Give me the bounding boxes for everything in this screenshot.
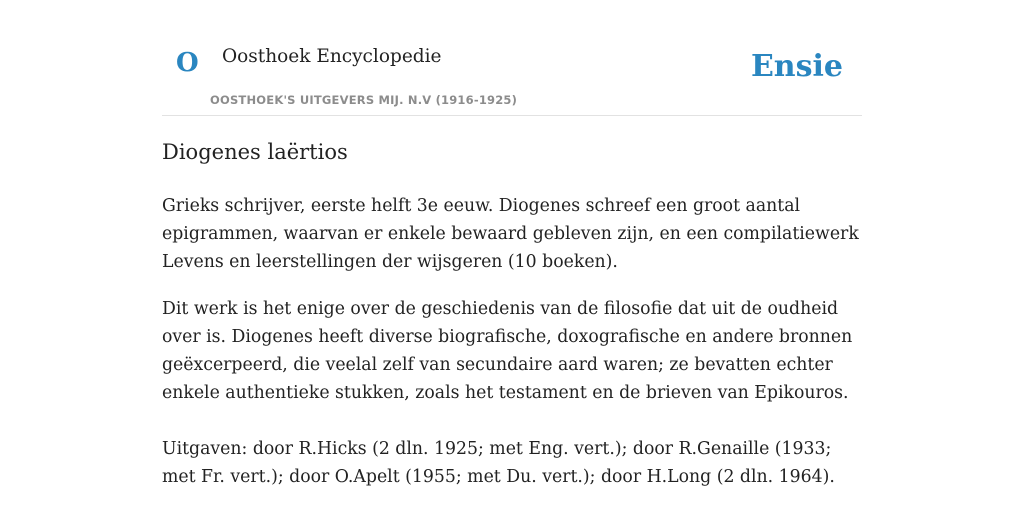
entry-paragraph-3: Uitgaven: door R.Hicks (2 dln. 1925; met Eng. vert.); door R.Genaille (1933; met Fr. vert.); door O.Apelt (1955; met Du. vert.); door H.Long (2 dln. 1964). [162,439,835,487]
book-title-link[interactable]: Oosthoek Encyclopedie [222,46,442,67]
entry-paragraph-2: Dit werk is het enige over de geschiedenis van de filosofie dat uit de oudheid over is. Diogenes heeft diverse biografische, doxografische en andere bronnen geëxcerpeerd, die veelal zelf van secundaire aard waren; ze bevatten echter enkele authentieke stukken, zoals het testament en de brieven van Epikouros. [162,299,853,403]
entry-paragraph-1: Grieks schrijver, eerste helft 3e eeuw. Diogenes schreef een groot aantal epigrammen, waarvan er enkele bewaard gebleven zijn, en een compilatiewerk Levens en leerstellingen der wijsgeren (10 boeken). [162,196,859,272]
oosthoek-logo-icon[interactable]: O [176,48,199,78]
publisher-label: OOSTHOEK'S UITGEVERS MIJ. N.V (1916-1925) [210,93,518,107]
page [162,0,862,512]
site-header [162,0,862,116]
entry-title: Diogenes laërtios [162,140,348,164]
ensie-logo-link[interactable]: Ensie [750,49,843,84]
